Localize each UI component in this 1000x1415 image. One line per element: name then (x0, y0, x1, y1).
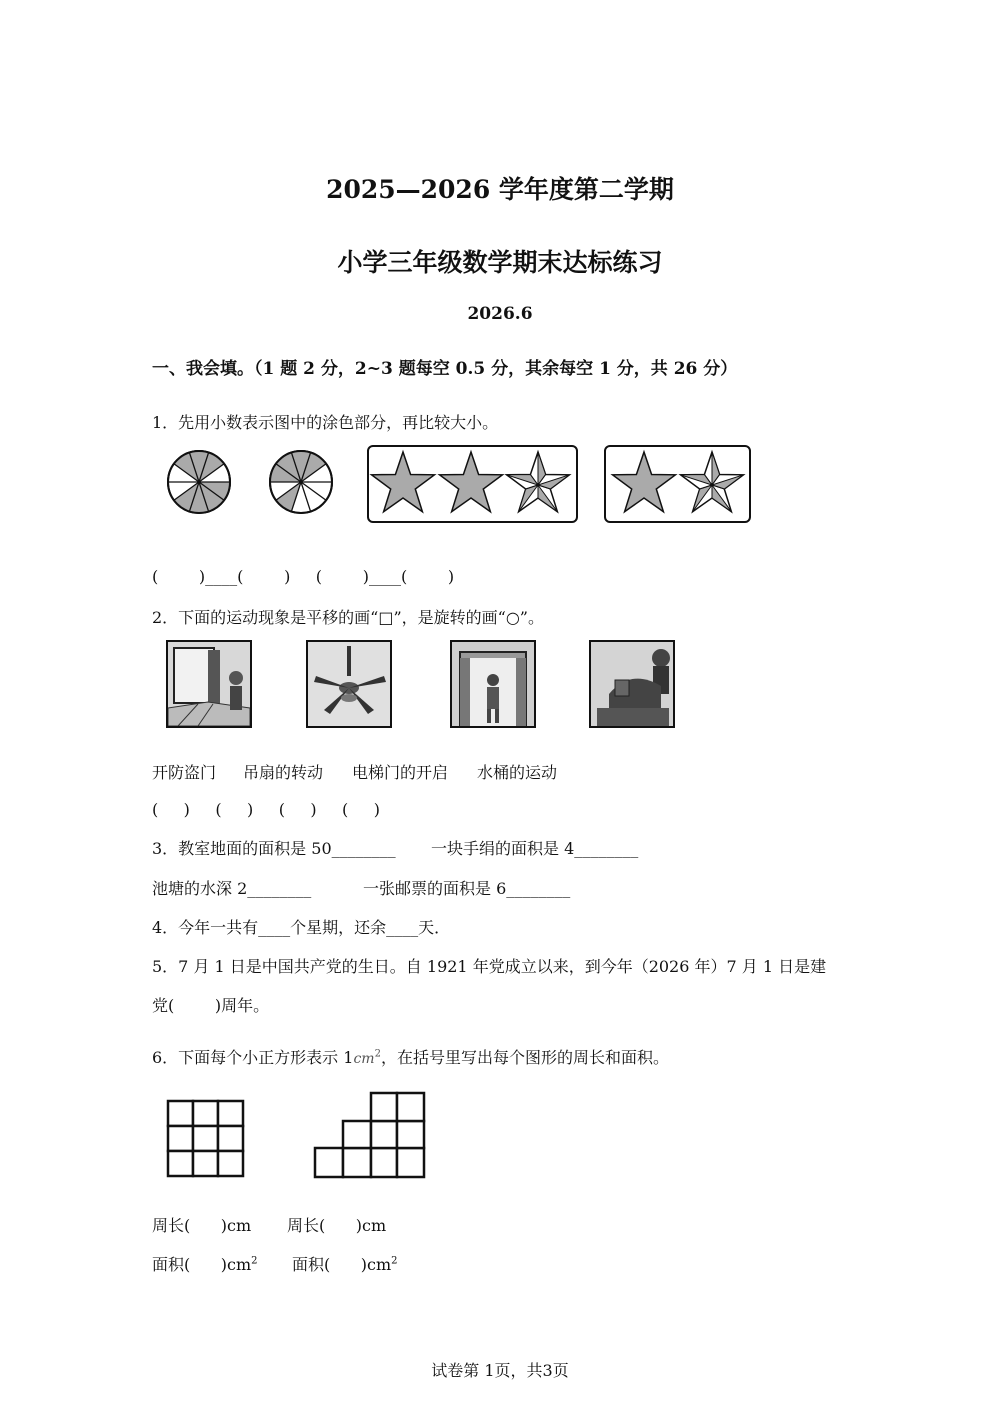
area-2-text: 面积( )cm (292, 1255, 392, 1274)
exam-term-title: 2025—2026 学年度第二学期 (326, 175, 674, 204)
question-3-pond: 池塘的水深 2________ (152, 879, 312, 898)
question-2-answer-blanks: ( ) ( ) ( ) ( ) (152, 800, 380, 819)
question-5-line-2: 党( )周年。 (152, 996, 270, 1015)
question-6-figures (160, 1088, 440, 1183)
security-door-image (166, 640, 252, 728)
section-1-heading: 一、我会填。（1 题 2 分，2~3 题每空 0.5 分，其余每空 1 分，共 26 分） (152, 359, 738, 379)
area-1-text: 面积( )cm (152, 1255, 252, 1274)
question-5-line-1: 5．7 月 1 日是中国共产党的生日。自 1921 年党成立以来，到今年（2026 年）7 月 1 日是建 (152, 957, 827, 976)
page-footer: 试卷第 1页，共3页 (431, 1361, 569, 1380)
square-grid-shape (168, 1101, 243, 1176)
caption-water-bucket: 水桶的运动 (477, 763, 558, 782)
perimeter-1: 周长( )cm (152, 1216, 252, 1235)
question-3-classroom: 3．教室地面的面积是 50________ (152, 839, 396, 858)
question-6-text-end: ，在括号里写出每个图形的周长和面积。 (380, 1048, 669, 1067)
staircase-shape (315, 1093, 424, 1177)
question-4: 4．今年一共有____个星期，还余____天． (152, 918, 451, 937)
question-1-figures (160, 440, 760, 530)
water-bucket-image (589, 640, 675, 728)
area-2 (292, 1252, 398, 1275)
question-1: 1．先用小数表示图中的涂色部分，再比较大小。 (152, 413, 499, 432)
caption-elevator-door: 电梯门的开启 (352, 763, 449, 782)
unit-sup: 2 (374, 1048, 381, 1060)
exam-title: 小学三年级数学期末达标练习 (337, 248, 663, 277)
star-box-2 (605, 446, 750, 522)
question-6 (152, 1045, 669, 1068)
ceiling-fan-image (306, 640, 392, 728)
unit-cm: cm (353, 1051, 375, 1067)
question-3-stamp: 一张邮票的面积是 6________ (363, 879, 571, 898)
fraction-circle-1 (168, 451, 230, 513)
question-1-answer-blanks: ( )____( ) ( )____( ) (152, 567, 455, 586)
star-box-1 (368, 446, 577, 522)
fraction-circle-2 (270, 451, 332, 513)
area-1 (152, 1252, 258, 1275)
area-1-sup: 2 (251, 1255, 258, 1267)
exam-date: 2026.6 (467, 304, 533, 324)
question-2: 2．下面的运动现象是平移的画“□”，是旋转的画“○”。 (152, 608, 544, 627)
caption-security-door: 开防盗门 (152, 763, 217, 782)
caption-ceiling-fan: 吊扇的转动 (243, 763, 324, 782)
elevator-door-image (450, 640, 536, 728)
question-3-handkerchief: 一块手绢的面积是 4________ (431, 839, 639, 858)
question-6-text-start: 6．下面每个小正方形表示 1 (152, 1048, 354, 1067)
perimeter-2: 周长( )cm (287, 1216, 387, 1235)
area-2-sup: 2 (391, 1255, 398, 1267)
